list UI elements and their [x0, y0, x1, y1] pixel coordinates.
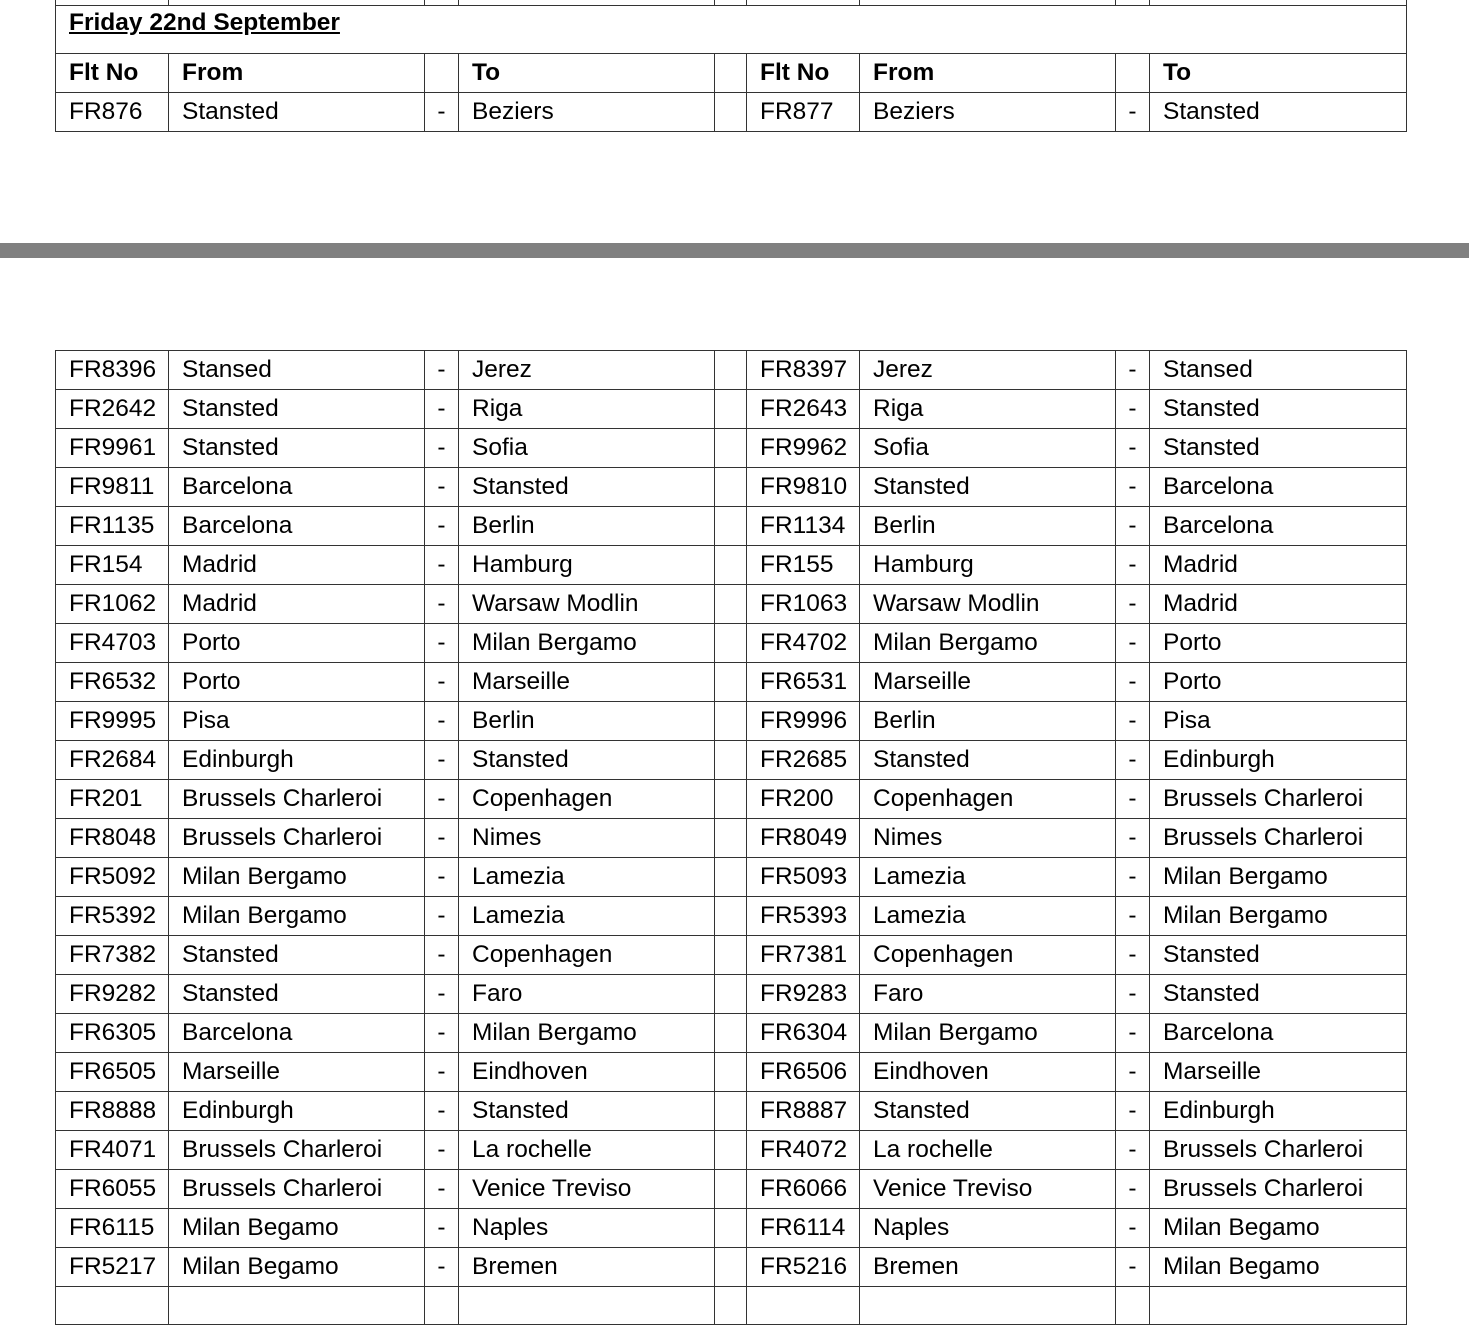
outbound-destination: La rochelle — [459, 1131, 715, 1170]
outbound-flight-number: FR5092 — [56, 858, 169, 897]
outbound-flight-number: FR6055 — [56, 1170, 169, 1209]
outbound-origin: Brussels Charleroi — [169, 1131, 425, 1170]
flight-row — [56, 897, 1407, 936]
outbound-origin: Stansted — [169, 390, 425, 429]
outbound-origin: Milan Bergamo — [169, 897, 425, 936]
outbound-flight-number: FR9811 — [56, 468, 169, 507]
route-dash: - — [1116, 1248, 1150, 1287]
route-dash: - — [425, 741, 459, 780]
flight-row — [56, 975, 1407, 1014]
route-dash: - — [425, 1170, 459, 1209]
flight-row — [56, 93, 1407, 132]
return-destination: Brussels Charleroi — [1150, 1131, 1407, 1170]
route-dash: - — [425, 702, 459, 741]
return-origin: Copenhagen — [860, 936, 1116, 975]
return-origin: Lamezia — [860, 897, 1116, 936]
outbound-destination: Lamezia — [459, 858, 715, 897]
return-destination: Stansted — [1150, 390, 1407, 429]
flight-row — [56, 1209, 1407, 1248]
return-flight-number: FR2643 — [747, 390, 860, 429]
return-origin: Faro — [860, 975, 1116, 1014]
outbound-origin: Milan Begamo — [169, 1209, 425, 1248]
route-dash: - — [425, 468, 459, 507]
flight-row — [56, 702, 1407, 741]
return-flight-number: FR8397 — [747, 351, 860, 390]
outbound-origin: Stansted — [169, 936, 425, 975]
outbound-origin: Madrid — [169, 585, 425, 624]
return-origin: Stansted — [860, 1092, 1116, 1131]
return-destination: Edinburgh — [1150, 1092, 1407, 1131]
return-destination: Madrid — [1150, 585, 1407, 624]
route-dash: - — [1116, 741, 1150, 780]
return-origin: Bremen — [860, 1248, 1116, 1287]
outbound-origin: Stansted — [169, 975, 425, 1014]
outbound-origin: Stansed — [169, 351, 425, 390]
return-origin: Copenhagen — [860, 780, 1116, 819]
return-flight-number: FR7381 — [747, 936, 860, 975]
route-dash: - — [1116, 819, 1150, 858]
route-dash: - — [425, 936, 459, 975]
return-destination: Milan Begamo — [1150, 1209, 1407, 1248]
route-dash: - — [425, 546, 459, 585]
outbound-destination: Lamezia — [459, 897, 715, 936]
route-dash: - — [425, 1092, 459, 1131]
route-dash: - — [1116, 93, 1150, 132]
outbound-origin: Brussels Charleroi — [169, 819, 425, 858]
outbound-destination: Marseille — [459, 663, 715, 702]
outbound-flight-number: FR2684 — [56, 741, 169, 780]
outbound-flight-number: FR154 — [56, 546, 169, 585]
column-header-row — [56, 54, 1407, 93]
outbound-destination: Stansted — [459, 468, 715, 507]
outbound-flight-number: FR1062 — [56, 585, 169, 624]
return-origin: Jerez — [860, 351, 1116, 390]
return-destination: Barcelona — [1150, 468, 1407, 507]
outbound-flight-number: FR876 — [56, 93, 169, 132]
route-dash: - — [1116, 507, 1150, 546]
return-destination: Stansted — [1150, 93, 1407, 132]
return-flight-number: FR4702 — [747, 624, 860, 663]
page-separator — [0, 243, 1469, 258]
return-flight-number: FR8887 — [747, 1092, 860, 1131]
route-dash: - — [1116, 546, 1150, 585]
schedule-table-main — [55, 350, 1407, 1325]
outbound-origin: Brussels Charleroi — [169, 1170, 425, 1209]
outbound-destination: Copenhagen — [459, 936, 715, 975]
flight-row — [56, 1053, 1407, 1092]
return-origin: Beziers — [860, 93, 1116, 132]
flight-row — [56, 1131, 1407, 1170]
outbound-destination: Milan Bergamo — [459, 624, 715, 663]
route-dash: - — [425, 1053, 459, 1092]
outbound-origin: Brussels Charleroi — [169, 780, 425, 819]
return-destination: Brussels Charleroi — [1150, 780, 1407, 819]
return-flight-number: FR6506 — [747, 1053, 860, 1092]
outbound-flight-number: FR9282 — [56, 975, 169, 1014]
header-to-out: To — [459, 54, 715, 93]
outbound-destination: Venice Treviso — [459, 1170, 715, 1209]
outbound-origin: Edinburgh — [169, 1092, 425, 1131]
outbound-destination: Copenhagen — [459, 780, 715, 819]
outbound-origin: Porto — [169, 624, 425, 663]
route-dash: - — [425, 429, 459, 468]
route-dash: - — [1116, 858, 1150, 897]
return-destination: Barcelona — [1150, 1014, 1407, 1053]
route-dash: - — [1116, 1053, 1150, 1092]
route-dash: - — [425, 1209, 459, 1248]
outbound-destination: Jerez — [459, 351, 715, 390]
route-dash: - — [1116, 429, 1150, 468]
return-origin: Riga — [860, 390, 1116, 429]
route-dash: - — [425, 507, 459, 546]
outbound-origin: Milan Begamo — [169, 1248, 425, 1287]
return-destination: Stansted — [1150, 429, 1407, 468]
outbound-origin: Edinburgh — [169, 741, 425, 780]
return-destination: Brussels Charleroi — [1150, 1170, 1407, 1209]
flight-row — [56, 741, 1407, 780]
return-flight-number: FR5216 — [747, 1248, 860, 1287]
route-dash: - — [425, 858, 459, 897]
outbound-destination: Hamburg — [459, 546, 715, 585]
outbound-destination: Berlin — [459, 507, 715, 546]
flight-row — [56, 624, 1407, 663]
outbound-destination: Stansted — [459, 741, 715, 780]
outbound-origin: Milan Bergamo — [169, 858, 425, 897]
return-flight-number: FR5093 — [747, 858, 860, 897]
return-destination: Porto — [1150, 663, 1407, 702]
return-flight-number: FR4072 — [747, 1131, 860, 1170]
return-flight-number: FR6531 — [747, 663, 860, 702]
outbound-flight-number: FR5392 — [56, 897, 169, 936]
outbound-destination: Eindhoven — [459, 1053, 715, 1092]
day-heading: Friday 22nd September — [56, 6, 1407, 54]
route-dash: - — [1116, 663, 1150, 702]
outbound-flight-number: FR201 — [56, 780, 169, 819]
day-heading-row — [56, 6, 1407, 54]
route-dash: - — [425, 1131, 459, 1170]
route-dash: - — [425, 351, 459, 390]
outbound-flight-number: FR4703 — [56, 624, 169, 663]
route-dash: - — [1116, 702, 1150, 741]
route-dash: - — [1116, 897, 1150, 936]
outbound-flight-number: FR8048 — [56, 819, 169, 858]
return-flight-number: FR9962 — [747, 429, 860, 468]
outbound-destination: Milan Bergamo — [459, 1014, 715, 1053]
return-origin: Milan Bergamo — [860, 1014, 1116, 1053]
return-destination: Brussels Charleroi — [1150, 819, 1407, 858]
return-flight-number: FR2685 — [747, 741, 860, 780]
return-destination: Stansted — [1150, 975, 1407, 1014]
outbound-flight-number: FR6505 — [56, 1053, 169, 1092]
return-destination: Pisa — [1150, 702, 1407, 741]
flight-row — [56, 819, 1407, 858]
flight-row — [56, 507, 1407, 546]
outbound-destination: Berlin — [459, 702, 715, 741]
return-origin: Stansted — [860, 741, 1116, 780]
outbound-origin: Barcelona — [169, 1014, 425, 1053]
outbound-flight-number: FR6305 — [56, 1014, 169, 1053]
flight-row — [56, 390, 1407, 429]
return-origin: Berlin — [860, 507, 1116, 546]
route-dash: - — [1116, 351, 1150, 390]
return-destination: Stansed — [1150, 351, 1407, 390]
flight-row — [56, 663, 1407, 702]
return-flight-number: FR6066 — [747, 1170, 860, 1209]
route-dash: - — [425, 897, 459, 936]
outbound-flight-number: FR6532 — [56, 663, 169, 702]
header-flt-no-return: Flt No — [747, 54, 860, 93]
flight-row — [56, 780, 1407, 819]
route-dash: - — [1116, 1092, 1150, 1131]
header-to-return: To — [1150, 54, 1407, 93]
outbound-flight-number: FR8396 — [56, 351, 169, 390]
return-flight-number: FR9810 — [747, 468, 860, 507]
outbound-origin: Porto — [169, 663, 425, 702]
return-flight-number: FR8049 — [747, 819, 860, 858]
outbound-destination: Sofia — [459, 429, 715, 468]
return-origin: Hamburg — [860, 546, 1116, 585]
flight-row — [56, 1014, 1407, 1053]
outbound-origin: Barcelona — [169, 468, 425, 507]
route-dash: - — [425, 93, 459, 132]
flight-row — [56, 429, 1407, 468]
return-flight-number: FR1134 — [747, 507, 860, 546]
return-flight-number: FR9996 — [747, 702, 860, 741]
route-dash: - — [1116, 1131, 1150, 1170]
return-origin: Nimes — [860, 819, 1116, 858]
outbound-destination: Naples — [459, 1209, 715, 1248]
outbound-destination: Nimes — [459, 819, 715, 858]
outbound-origin: Barcelona — [169, 507, 425, 546]
return-origin: Sofia — [860, 429, 1116, 468]
return-origin: Marseille — [860, 663, 1116, 702]
return-flight-number: FR877 — [747, 93, 860, 132]
return-origin: Eindhoven — [860, 1053, 1116, 1092]
route-dash: - — [1116, 624, 1150, 663]
return-destination: Edinburgh — [1150, 741, 1407, 780]
return-flight-number: FR9283 — [747, 975, 860, 1014]
header-flt-no-out: Flt No — [56, 54, 169, 93]
route-dash: - — [1116, 780, 1150, 819]
outbound-destination: Riga — [459, 390, 715, 429]
return-destination: Milan Begamo — [1150, 1248, 1407, 1287]
route-dash: - — [1116, 1014, 1150, 1053]
flight-row — [56, 1170, 1407, 1209]
outbound-flight-number: FR6115 — [56, 1209, 169, 1248]
return-flight-number: FR5393 — [747, 897, 860, 936]
flight-row — [56, 351, 1407, 390]
outbound-flight-number: FR8888 — [56, 1092, 169, 1131]
outbound-origin: Marseille — [169, 1053, 425, 1092]
outbound-flight-number: FR9961 — [56, 429, 169, 468]
route-dash: - — [425, 390, 459, 429]
return-origin: La rochelle — [860, 1131, 1116, 1170]
flight-row — [56, 858, 1407, 897]
return-destination: Madrid — [1150, 546, 1407, 585]
route-dash: - — [1116, 390, 1150, 429]
schedule-rows — [56, 351, 1407, 1325]
outbound-flight-number: FR2642 — [56, 390, 169, 429]
route-dash: - — [1116, 468, 1150, 507]
outbound-flight-number: FR7382 — [56, 936, 169, 975]
flight-row — [56, 585, 1407, 624]
return-destination: Milan Bergamo — [1150, 858, 1407, 897]
outbound-origin: Stansted — [169, 93, 425, 132]
return-destination: Marseille — [1150, 1053, 1407, 1092]
return-flight-number: FR1063 — [747, 585, 860, 624]
route-dash: - — [1116, 936, 1150, 975]
return-origin: Warsaw Modlin — [860, 585, 1116, 624]
flight-row — [56, 936, 1407, 975]
outbound-flight-number: FR1135 — [56, 507, 169, 546]
schedule-table-top — [55, 0, 1407, 132]
header-from-out: From — [169, 54, 425, 93]
return-flight-number: FR6114 — [747, 1209, 860, 1248]
outbound-destination: Faro — [459, 975, 715, 1014]
outbound-destination: Stansted — [459, 1092, 715, 1131]
outbound-destination: Warsaw Modlin — [459, 585, 715, 624]
outbound-flight-number: FR4071 — [56, 1131, 169, 1170]
return-destination: Porto — [1150, 624, 1407, 663]
flight-row — [56, 546, 1407, 585]
return-flight-number: FR155 — [747, 546, 860, 585]
outbound-flight-number: FR9995 — [56, 702, 169, 741]
route-dash: - — [1116, 585, 1150, 624]
route-dash: - — [425, 624, 459, 663]
route-dash: - — [425, 663, 459, 702]
outbound-origin: Madrid — [169, 546, 425, 585]
outbound-destination: Beziers — [459, 93, 715, 132]
route-dash: - — [1116, 1209, 1150, 1248]
return-destination: Stansted — [1150, 936, 1407, 975]
return-origin: Stansted — [860, 468, 1116, 507]
return-flight-number: FR200 — [747, 780, 860, 819]
route-dash: - — [425, 819, 459, 858]
return-origin: Milan Bergamo — [860, 624, 1116, 663]
outbound-origin: Stansted — [169, 429, 425, 468]
header-from-return: From — [860, 54, 1116, 93]
return-origin: Berlin — [860, 702, 1116, 741]
return-origin: Lamezia — [860, 858, 1116, 897]
route-dash: - — [425, 585, 459, 624]
empty-row — [56, 1287, 1407, 1325]
route-dash: - — [1116, 1170, 1150, 1209]
flight-row — [56, 1248, 1407, 1287]
route-dash: - — [425, 780, 459, 819]
flight-row — [56, 1092, 1407, 1131]
return-origin: Naples — [860, 1209, 1116, 1248]
outbound-origin: Pisa — [169, 702, 425, 741]
return-destination: Milan Bergamo — [1150, 897, 1407, 936]
return-destination: Barcelona — [1150, 507, 1407, 546]
route-dash: - — [425, 1248, 459, 1287]
route-dash: - — [425, 975, 459, 1014]
return-flight-number: FR6304 — [747, 1014, 860, 1053]
outbound-flight-number: FR5217 — [56, 1248, 169, 1287]
route-dash: - — [1116, 975, 1150, 1014]
outbound-destination: Bremen — [459, 1248, 715, 1287]
return-origin: Venice Treviso — [860, 1170, 1116, 1209]
route-dash: - — [425, 1014, 459, 1053]
flight-row — [56, 468, 1407, 507]
